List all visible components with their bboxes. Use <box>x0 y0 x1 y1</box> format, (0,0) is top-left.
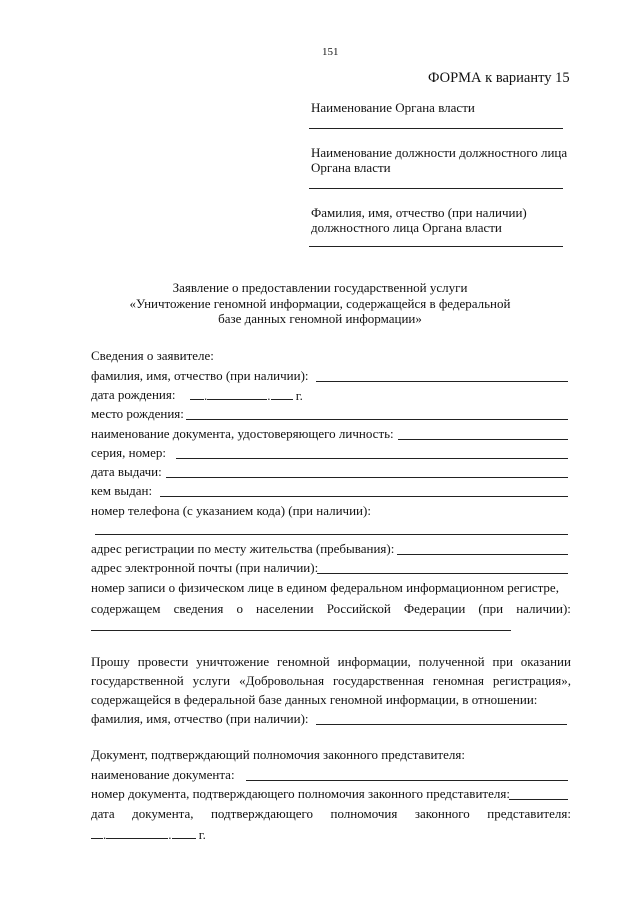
request-line3: содержащейся в федеральной базе данных геномной информации, в отношении: <box>91 692 538 707</box>
fio-official-label-line1: Фамилия, имя, отчество (при наличии) <box>311 205 527 220</box>
subject-fio-label: фамилия, имя, отчество (при наличии): <box>91 711 309 726</box>
series-number-label: серия, номер: <box>91 445 166 460</box>
record-number-label-line1: номер записи о физическом лице в едином федеральном информационном регистре, <box>91 580 559 595</box>
birth-date-field[interactable]: . . г. <box>190 387 303 404</box>
birth-date-label: дата рождения: <box>91 387 176 402</box>
birth-place-line[interactable] <box>186 419 568 420</box>
email-label: адрес электронной почты (при наличии): <box>91 560 319 575</box>
phone-line[interactable] <box>95 534 568 535</box>
issue-date-line[interactable] <box>166 477 568 478</box>
rep-doc-number-line[interactable] <box>509 799 568 800</box>
phone-label: номер телефона (с указанием кода) (при наличии): <box>91 503 371 518</box>
rep-doc-date-suffix: г. <box>198 827 206 842</box>
position-label-line2: Органа власти <box>311 160 391 175</box>
fio-official-label-line2: должностного лица Органа власти <box>311 220 502 235</box>
representative-title: Документ, подтверждающий полномочия законного представителя: <box>91 747 465 762</box>
request-line2: государственной услуги «Добровольная государственная геномная регистрация», <box>91 673 571 688</box>
subject-fio-line[interactable] <box>316 724 567 725</box>
id-doc-name-line[interactable] <box>398 439 568 440</box>
issued-by-label: кем выдан: <box>91 483 153 498</box>
applicant-fio-label: фамилия, имя, отчество (при наличии): <box>91 368 309 383</box>
birth-date-suffix: г. <box>295 388 303 403</box>
heading-line2: «Уничтожение геномной информации, содержащейся в федеральной <box>129 296 511 311</box>
request-line1: Прошу провести уничтожение геномной информации, полученной при оказании <box>91 654 571 669</box>
applicant-fio-line[interactable] <box>316 381 568 382</box>
rep-doc-date-field[interactable]: . . г. <box>91 826 206 843</box>
organ-name-label: Наименование Органа власти <box>311 100 475 115</box>
birth-place-label: место рождения: <box>91 406 184 421</box>
rep-doc-number-label: номер документа, подтверждающего полномочия законного представителя: <box>91 786 510 801</box>
issue-date-label: дата выдачи: <box>91 464 162 479</box>
email-line[interactable] <box>317 573 568 574</box>
heading-line3: базе данных геномной информации» <box>218 311 422 326</box>
position-line[interactable] <box>309 188 563 189</box>
page-number: 151 <box>322 46 339 58</box>
applicant-title: Сведения о заявителе: <box>91 348 214 363</box>
rep-doc-name-line[interactable] <box>246 780 568 781</box>
series-number-line[interactable] <box>176 458 568 459</box>
form-title: ФОРМА к варианту 15 <box>428 70 570 86</box>
reg-address-line[interactable] <box>397 554 568 555</box>
record-number-label-line2: содержащем сведения о населении Российской Федерации (при наличии): <box>91 601 571 616</box>
issued-by-line[interactable] <box>160 496 568 497</box>
id-doc-name-label: наименование документа, удостоверяющего личность: <box>91 426 394 441</box>
heading-line1: Заявление о предоставлении государственной услуги <box>172 280 468 295</box>
position-label-line1: Наименование должности должностного лица <box>311 145 568 160</box>
rep-doc-name-label: наименование документа: <box>91 767 235 782</box>
reg-address-label: адрес регистрации по месту жительства (пребывания): <box>91 541 395 556</box>
record-number-line[interactable] <box>91 630 511 631</box>
organ-name-line[interactable] <box>309 128 563 129</box>
rep-doc-date-label: дата документа, подтверждающего полномочия законного представителя: <box>91 806 571 821</box>
fio-official-line[interactable] <box>309 246 563 247</box>
